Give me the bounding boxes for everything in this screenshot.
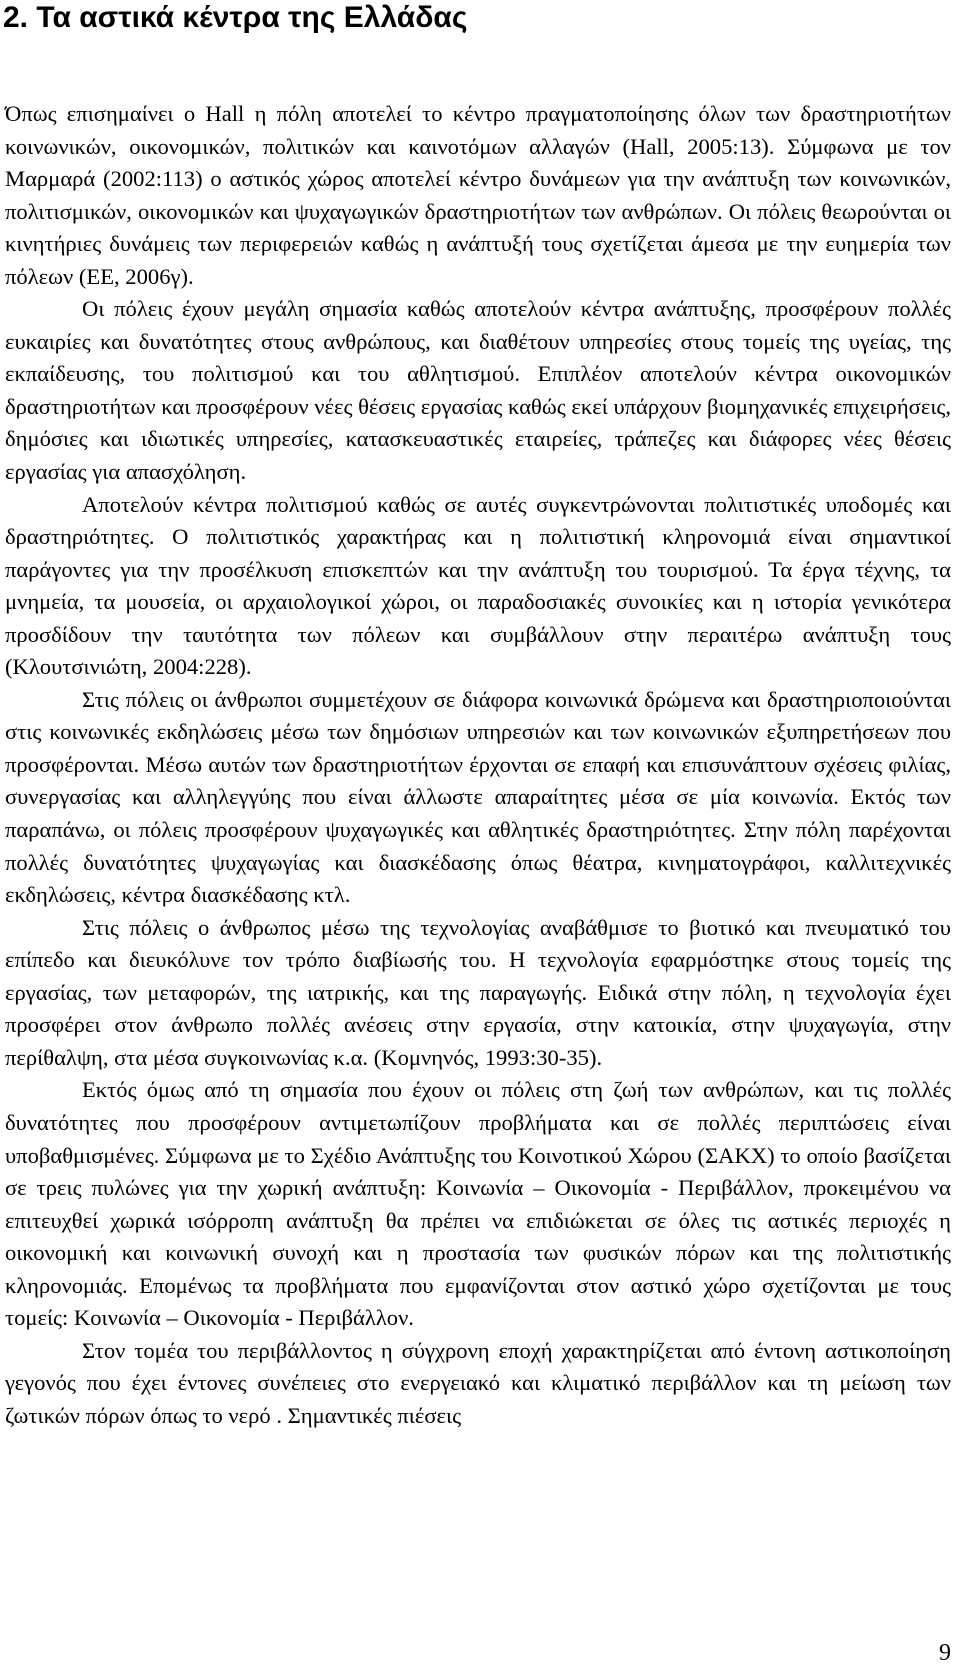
paragraph-2: Οι πόλεις έχουν μεγάλη σημασία καθώς αποτελούν κέντρα ανάπτυξης, προσφέρουν πολλές ευκαιρίες και δυνατότητες στους ανθρώπους, και διαθέτουν υπηρεσίες στους τομείς της υγείας, της εκπαίδευσης, του πολιτισμού και του αθλητισμού. Επιπλέον αποτελούν κέντρα οικονομικών δραστηριοτήτων και προσφέρουν νέες θέσεις εργασίας καθώς εκεί υπάρχουν βιομηχανικές επιχειρήσεις, δημόσιες και ιδιωτικές υπηρεσίες, κατασκευαστικές εταιρείες, τράπεζες και διάφορες νέες θέσεις εργασίας για απασχόληση. [5,296,951,485]
paragraph-4: Στις πόλεις οι άνθρωποι συμμετέχουν σε διάφορα κοινωνικά δρώμενα και δραστηριοποιούνται στις κοινωνικές εκδηλώσεις μέσω των δημόσιων υπηρεσιών και των κοινωνικών εξυπηρετήσεων που προσφέρονται. Μέσω αυτών των δραστηριοτήτων έρχονται σε επαφή και επισυνάπτουν σχέσεις φιλίας, συνεργασίας και αλληλεγγύης που είναι άλλωστε απαραίτητες μέσα σε μία κοινωνία. Εκτός των παραπάνω, οι πόλεις προσφέρουν ψυχαγωγικές και αθλητικές δραστηριότητες. Στην πόλη παρέχονται πολλές δυνατότητες ψυχαγωγίας και διασκέδασης όπως θέατρα, κινηματογράφοι, καλλιτεχνικές εκδηλώσεις, κέντρα διασκέδασης κτλ. [5,686,951,908]
paragraph-5: Στις πόλεις ο άνθρωπος μέσω της τεχνολογίας αναβάθμισε το βιοτικό και πνευματικό του επίπεδο και διευκόλυνε τον τρόπο διαβίωσής του. Η τεχνολογία εφαρμόστηκε στους τομείς της εργασίας, των μεταφορών, της ιατρικής, και της παραγωγής. Ειδικά στην πόλη, η τεχνολογία έχει προσφέρει στον άνθρωπο πολλές ανέσεις στην εργασία, στην κατοικία, στην ψυχαγωγία, στην περίθαλψη, στα μέσα συγκοινωνίας κ.α. (Κομνηνός, 1993:30-35). [5,914,951,1070]
section-heading: 2. Τα αστικά κέντρα της Ελλάδας [3,1,468,34]
paragraph-7: Στον τομέα του περιβάλλοντος η σύγχρονη εποχή χαρακτηρίζεται από έντονη αστικοποίηση γεγονός που έχει έντονες συνέπειες στο ενεργειακό και κλιματικό περιβάλλον και τη μείωση των ζωτικών πόρων όπως το νερό . Σημαντικές πιέσεις [5,1337,951,1428]
paragraph-3: Αποτελούν κέντρα πολιτισμού καθώς σε αυτές συγκεντρώνονται πολιτιστικές υποδομές και δραστηριότητες. Ο πολιτιστικός χαρακτήρας και η πολιτιστική κληρονομιά είναι σημαντικοί παράγοντες για την προσέλκυση επισκεπτών και την ανάπτυξη του τουρισμού. Τα έργα τέχνης, τα μνημεία, τα μουσεία, οι αρχαιολογικοί χώροι, οι παραδοσιακές συνοικίες και η ιστορία γενικότερα προσδίδουν την ταυτότητα των πόλεων και συμβάλλουν στην περαιτέρω ανάπτυξη τους (Κλουτσινιώτη, 2004:228). [5,491,951,680]
paragraph-1: Όπως επισημαίνει ο Hall η πόλη αποτελεί το κέντρο πραγματοποίησης όλων των δραστηριοτήτων κοινωνικών, οικονομικών, πολιτικών και καινοτόμων αλλαγών (Hall, 2005:13). Σύμφωνα με τον Μαρμαρά (2002:113) ο αστικός χώρος αποτελεί κέντρο δυνάμεων για την ανάπτυξη των κοινωνικών, πολιτισμικών, οικονομικών και ψυχαγωγικών δραστηριοτήτων των ανθρώπων. Οι πόλεις θεωρούνται οι κινητήριες δυνάμεις των περιφερειών καθώς η ανάπτυξή τους σχετίζεται άμεσα με την ευημερία των πόλεων (ΕΕ, 2006γ). [5,101,951,289]
page-number: 9 [939,1640,951,1666]
paragraph-6: Εκτός όμως από τη σημασία που έχουν οι πόλεις στη ζωή των ανθρώπων, και τις πολλές δυνατότητες που προσφέρουν αντιμετωπίζουν προβλήματα και σε πολλές περιπτώσεις είναι υποβαθμισμένες. Σύμφωνα με το Σχέδιο Ανάπτυξης του Κοινοτικού Χώρου (ΣΑΚΧ) το οποίο βασίζεται σε τρεις πυλώνες για την χωρική ανάπτυξη: Κοινωνία – Οικονομία - Περιβάλλον, προκειμένου να επιτευχθεί χωρικά ισόρροπη ανάπτυξη θα πρέπει να επιδιώκεται σε όλες τις αστικές περιοχές η οικονομική και κοινωνική συνοχή και η προστασία των φυσικών πόρων και της πολιτιστικής κληρονομιάς. Επομένως τα προβλήματα που εμφανίζονται στον αστικό χώρο σχετίζονται με τους τομείς: Κοινωνία – Οικονομία - Περιβάλλον. [5,1077,951,1331]
body-text [5,98,951,1432]
